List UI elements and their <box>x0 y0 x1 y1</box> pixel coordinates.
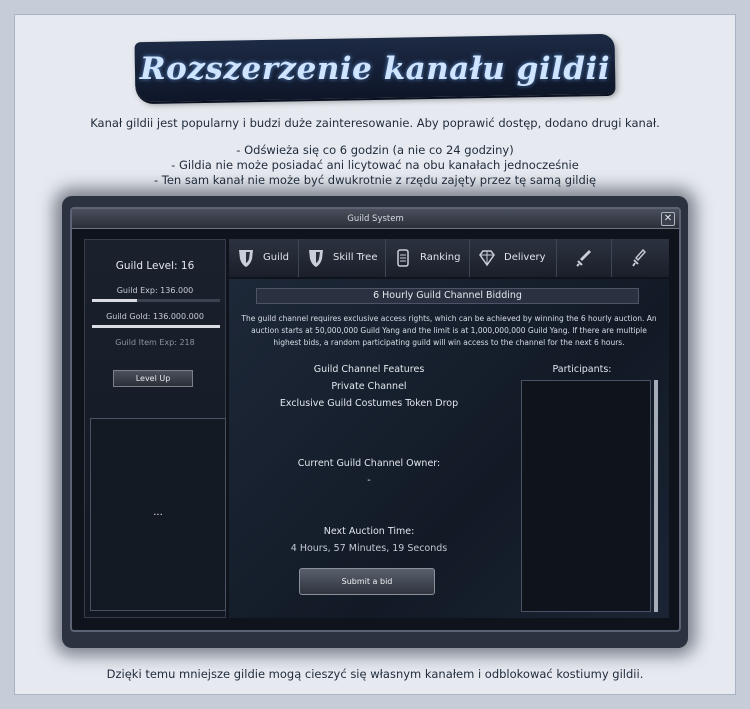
guild-info-panel <box>84 239 226 618</box>
guild-channel-panel <box>229 279 669 618</box>
next-auction-time: 4 Hours, 57 Minutes, 19 Seconds <box>290 543 448 554</box>
next-auction-label: Next Auction Time: <box>323 526 415 537</box>
close-icon[interactable]: ✕ <box>661 212 675 226</box>
guild-gold-label: Guild Gold: 136.000.000 <box>106 312 204 321</box>
shield-icon <box>237 248 255 268</box>
shield-icon <box>307 248 325 268</box>
scroll-icon <box>394 248 412 268</box>
auction-description: The guild channel requires exclusive access rights, which can be achieved by winning the 6 hourly auction. An auction starts at 50,000,000 Guild Yang and the limit is at 1,000,000,000 Guild Yang. If there are multiple highest bids, a random participating guild will win access to the channel for the next 6 hours. <box>241 314 657 347</box>
tab-dagger[interactable] <box>612 239 669 277</box>
bullet-item: - Ten sam kanał nie może być dwukrotnie z rzędu zajęty przez tę samą gildię <box>153 173 597 187</box>
bullet-item: - Odświeża się co 6 godzin (a nie co 24 godziny) <box>236 143 514 157</box>
guild-info-box-text: ... <box>153 507 163 518</box>
participants-list[interactable] <box>521 380 651 612</box>
participants-label: Participants: <box>552 364 612 375</box>
sword-icon <box>575 248 593 268</box>
bullet-item: - Gildia nie może posiadać ani licytować na obu kanałach jednocześnie <box>171 158 579 172</box>
tab-sword[interactable] <box>557 239 612 277</box>
owner-value: - <box>367 475 371 486</box>
gem-icon <box>478 248 496 268</box>
dagger-icon <box>630 248 648 268</box>
tab-guild-label: Guild <box>263 252 289 263</box>
tab-delivery-label: Delivery <box>504 252 546 263</box>
guild-gold-fill <box>92 325 220 328</box>
bullet-list <box>20 143 730 188</box>
level-up-button[interactable]: Level Up <box>113 370 193 387</box>
owner-label: Current Guild Channel Owner: <box>297 458 441 469</box>
tab-skill-tree-label: Skill Tree <box>333 252 378 263</box>
features-title: Guild Channel Features <box>313 364 425 375</box>
guild-item-exp-label: Guild Item Exp: 218 <box>115 338 195 347</box>
border-pattern-top <box>14 3 736 11</box>
submit-bid-button[interactable]: Submit a bid <box>299 568 435 595</box>
guild-level: Guild Level: 16 <box>115 260 195 272</box>
guild-exp-bar <box>92 299 220 302</box>
intro-text: Kanał gildii jest popularny i budzi duże zainteresowanie. Aby poprawić dostęp, dodano drugi kanał. <box>90 116 660 130</box>
border-pattern-bottom <box>14 698 736 706</box>
tab-bar <box>229 239 669 277</box>
feature-item: Exclusive Guild Costumes Token Drop <box>279 398 459 409</box>
guild-info-box <box>90 418 226 611</box>
guild-exp-label: Guild Exp: 136.000 <box>116 286 194 295</box>
tab-ranking[interactable] <box>386 239 470 277</box>
window-title: Guild System <box>347 214 404 224</box>
guild-system-window <box>70 207 681 632</box>
tab-delivery[interactable] <box>470 239 557 277</box>
tab-ranking-label: Ranking <box>420 252 461 263</box>
tab-skill-tree[interactable] <box>299 239 386 277</box>
guild-gold-bar <box>92 325 220 328</box>
banner-title: Rozszerzenie kanału gildii <box>139 51 611 87</box>
section-title: 6 Hourly Guild Channel Bidding <box>256 288 639 304</box>
tab-guild[interactable] <box>229 239 299 277</box>
footer-text: Dzięki temu mniejsze gildie mogą cieszyć się własnym kanałem i odblokować kostiumy gildii. <box>106 667 644 681</box>
feature-item: Private Channel <box>331 381 407 392</box>
participants-scrollbar[interactable] <box>654 380 658 612</box>
guild-exp-fill <box>92 299 137 302</box>
